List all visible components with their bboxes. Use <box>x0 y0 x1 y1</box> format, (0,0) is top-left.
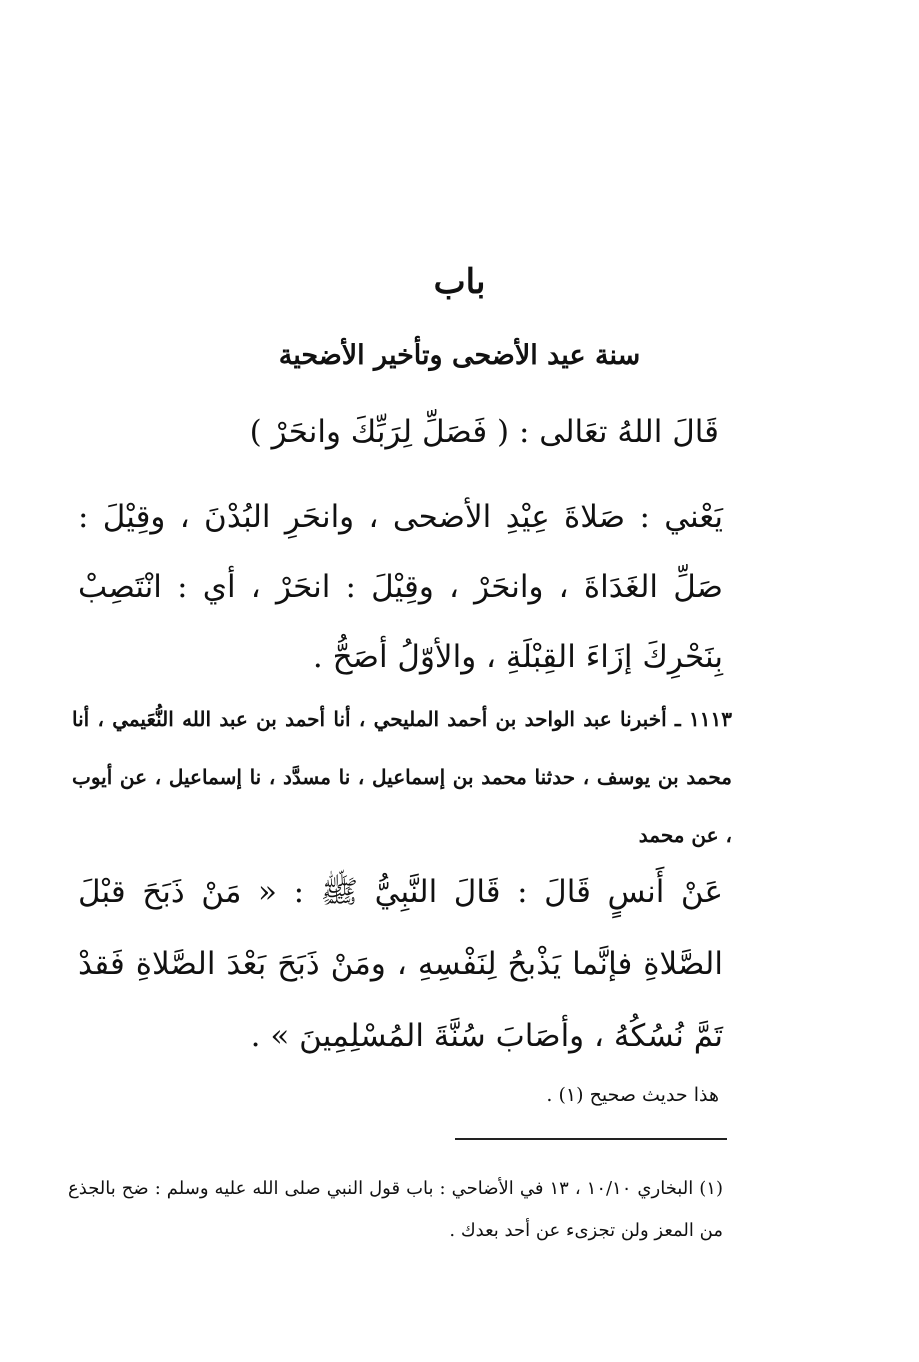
hadith-text: عَنْ أَنسٍ قَالَ : قَالَ النَّبِيُّ ﷺ : « مَنْ ذَبَحَ قبْلَ الصَّلاةِ فإنَّما يَذْبحُ لِنَفْسِهِ ، ومَنْ ذَبَحَ بَعْدَ الصَّلاةِ فَقدْ تَمَّ نُسُكُهُ ، وأصَابَ سُنَّةَ المُسْلِمِينَ » . <box>78 874 723 1054</box>
footnote-divider <box>455 1138 727 1140</box>
chapter-heading: باب <box>433 262 486 302</box>
quran-verse-line: قَالَ اللهُ تعَالى : ( فَصَلِّ لِرَبِّكَ وانحَرْ ) <box>249 414 719 450</box>
chapter-title: سنة عيد الأضحى وتأخير الأضحية <box>278 340 641 371</box>
footnote: (١) البخاري ١٠/١٠ ، ١٣ في الأضاحي : باب قول النبي صلى الله عليه وسلم : ضح بالجذع من المعز ولن تجزىء عن أحد بعدك . <box>68 1178 723 1241</box>
tafsir-paragraph: يَعْني : صَلاةَ عِيْدِ الأضحى ، وانحَرِ البُدْنَ ، وقِيْلَ : صَلِّ الغَدَاةَ ، وانحَرْ ، وقِيْلَ : انحَرْ ، أي : انْتَصِبْ بِنَحْرِكَ إزَاءَ القِبْلَةِ ، والأوّلُ أصَحُّ . <box>78 499 723 675</box>
hadith-grading: هذا حديث صحيح (١) . <box>546 1084 719 1106</box>
hadith-isnad: ١١١٣ ـ أخبرنا عبد الواحد بن أحمد المليحي ، أنا أحمد بن عبد الله النُّعَيمي ، أنا محمد بن يوسف ، حدثنا محمد بن إسماعيل ، نا مسدَّد ، نا إسماعيل ، عن أيوب ، عن محمد <box>72 707 732 847</box>
